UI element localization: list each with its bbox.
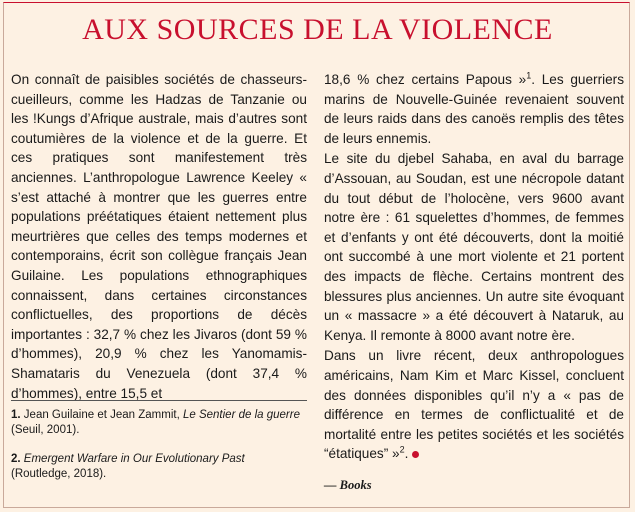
paragraph-text: . — [404, 446, 409, 462]
right-column — [324, 70, 624, 464]
paragraph-text: 18,6 % chez certains Papous » — [324, 72, 527, 87]
footnote-number: 2. — [11, 453, 21, 465]
paragraph — [324, 346, 624, 464]
paragraph-text: . Les guerriers marins de Nouvelle-Guinée revenaient souvent de leurs raids dans des canoës remplis des têtes de leurs ennemis. — [324, 72, 624, 146]
paragraph — [324, 70, 624, 148]
paragraph: Le site du djebel Sahaba, en aval du barrage d’Assouan, au Soudan, est une nécropole datant du tout début de l’holocène, vers 9600 avant notre ère : 61 squelettes d’hommes, de femmes et d’enfants y ont été découverts, dont la moitié ont succombé à une mort violente et 21 portent des impacts de flèche. Certains montrent des blessures plus anciennes. Un autre site évoquant un « massacre » a été découvert à Nataruk, au Kenya. Il remonte à 8000 avant notre ère. — [324, 151, 624, 343]
footnote-text: (Seuil, 2001). — [11, 424, 80, 436]
end-mark-icon — [412, 451, 419, 458]
footnote-text: Jean Guilaine et Jean Zammit, — [23, 409, 183, 421]
footnotes — [11, 400, 307, 482]
article-title: AUX SOURCES DE LA VIOLENCE — [82, 13, 553, 46]
footnote-title: Emergent Warfare in Our Evolutionary Past — [23, 453, 245, 465]
footnote-ref: 1 — [526, 70, 532, 81]
footnote-title: Le Sentier de la guerre — [182, 409, 300, 421]
footnote-number: 1. — [11, 409, 21, 421]
footnote-2 — [11, 452, 307, 482]
paragraph-text: Dans un livre récent, deux anthropologues américains, Nam Kim et Marc Kissel, concluent des données disponibles qu’il n’y a « pas de différence en termes de conflictualité et de mortalité entre les petites sociétés et les sociétés “étatiques” » — [324, 348, 624, 462]
source-credit: — Books — [324, 478, 372, 492]
left-column — [11, 70, 307, 403]
footnote-text: (Routledge, 2018). — [11, 468, 107, 480]
paragraph: On connaît de paisibles sociétés de chasseurs-cueilleurs, comme les Hadzas de Tanzanie ou les !Kungs d’Afrique australe, mais d’autres sont coutumières de la violence et de la guerre. Et ces pratiques sont manifestement très anciennes. L’anthropologue Lawrence Keeley « s’est attaché à montrer que les guerres entre populations préétatiques étaient nettement plus meurtrières que celles des temps modernes et contemporains, écrit son collègue français Jean Guilaine. Les populations ethnographiques connaissent, dans certaines circonstances conflictuelles, des proportions de décès importantes : 32,7 % chez les Jivaros (dont 59 % d’hommes), 20,9 % chez les Yanomamis-Shamataris du Venezuela (dont 37,4 % d’hommes), entre 15,5 et — [11, 72, 307, 401]
footnote-ref: 2 — [399, 444, 405, 455]
footnote-1 — [11, 408, 307, 438]
